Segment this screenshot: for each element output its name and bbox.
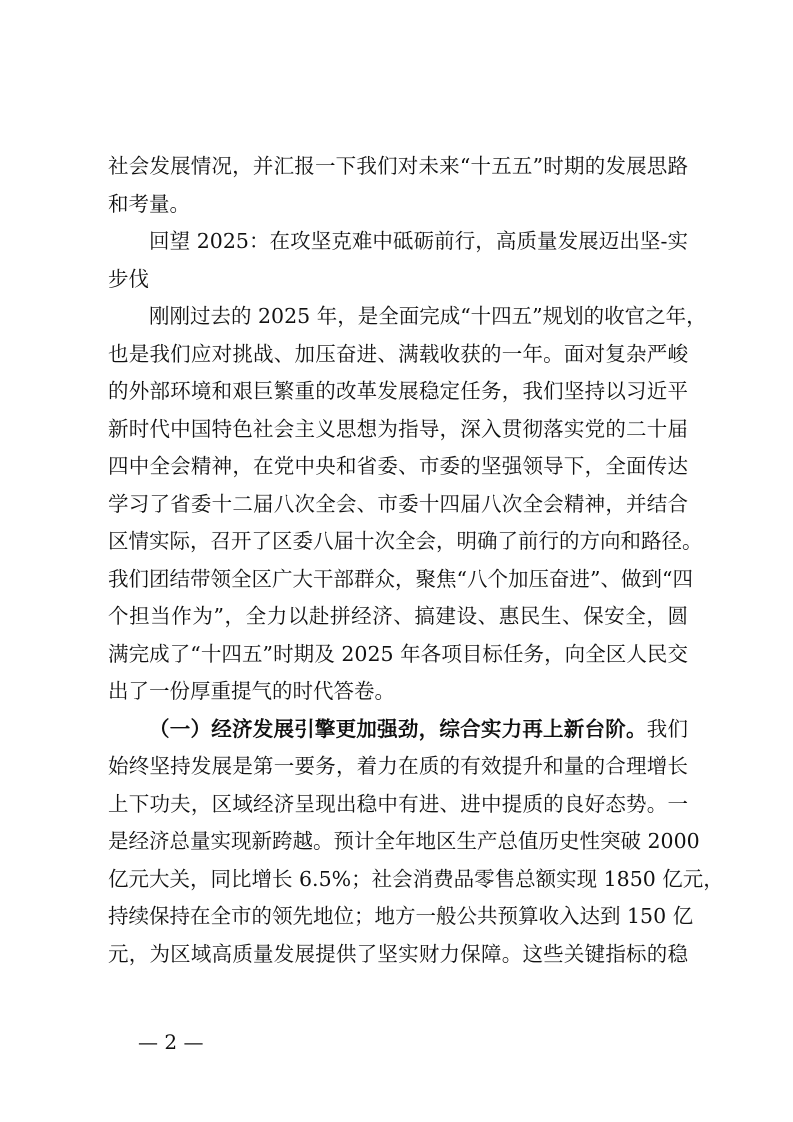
body-text — [108, 148, 724, 973]
section-heading: （一）经济发展引擎更加强劲，综合实力再上新台阶。 — [149, 716, 647, 741]
text-line: 新时代中国特色社会主义思想为指导，深入贯彻落实党的二十届 — [108, 416, 688, 441]
text-line: 回望 2025：在攻坚克难中砥砺前行，高质量发展迈出坚-实 — [149, 229, 688, 253]
text-line: 区情实际，召开了区委八届十次全会，明确了前行的方向和路径。 — [108, 529, 703, 553]
text-line: 个担当作为”，全力以赴拼经济、搞建设、惠民生、保安全，圆 — [108, 604, 688, 628]
paragraph-economic-development — [108, 711, 724, 974]
text-line: 亿元大关，同比增长 6.5%；社会消费品零售总额实现 1850 亿元， — [108, 866, 724, 891]
text-segment: 我们 — [646, 716, 689, 741]
text-line: 社会发展情况，并汇报一下我们对未来“十五五”时期的发展思路 — [108, 154, 688, 178]
text-line: 始终坚持发展是第一要务，着力在质的有效提升和量的合理增长 — [108, 754, 688, 778]
text-line: 是经济总量实现新跨越。预计全年地区生产总值历史性突破 2000 — [108, 829, 700, 853]
paragraph-intro — [108, 148, 688, 223]
text-line: 的外部环境和艰巨繁重的改革发展稳定任务，我们坚持以习近平 — [108, 379, 688, 403]
text-line: 出了一份厚重提气的时代答卷。 — [108, 679, 395, 703]
page-number: — 2 — — [138, 1030, 204, 1054]
text-line: 持续保持在全市的领先地位；地方一般公共预算收入达到 150 亿 — [108, 904, 694, 928]
text-line: 也是我们应对挑战、加压奋进、满载收获的一年。面对复杂严峻 — [108, 341, 688, 366]
text-line: 刚刚过去的 2025 年，是全面完成“十四五”规划的收官之年， — [149, 304, 707, 328]
text-line: 四中全会精神，在党中央和省委、市委的坚强领导下，全面传达 — [108, 454, 688, 478]
text-line: 我们团结带领全区广大干部群众，聚焦“八个加压奋进”、做到“四 — [108, 566, 693, 591]
text-line: 满完成了“十四五”时期及 2025 年各项目标任务，向全区人民交 — [108, 641, 688, 666]
text-line: 上下功夫，区域经济呈现出稳中有进、进中提质的良好态势。一 — [108, 791, 688, 816]
text-line — [108, 711, 688, 749]
text-line: 和考量。 — [108, 191, 190, 216]
paragraph-2025-summary — [108, 298, 707, 711]
paragraph-review-heading — [108, 223, 688, 298]
text-line: 学习了省委十二届八次全会、市委十四届八次全会精神，并结合 — [108, 491, 688, 516]
text-line: 步伐 — [108, 266, 149, 291]
text-line: 元，为区域高质量发展提供了坚实财力保障。这些关键指标的稳 — [108, 941, 688, 966]
